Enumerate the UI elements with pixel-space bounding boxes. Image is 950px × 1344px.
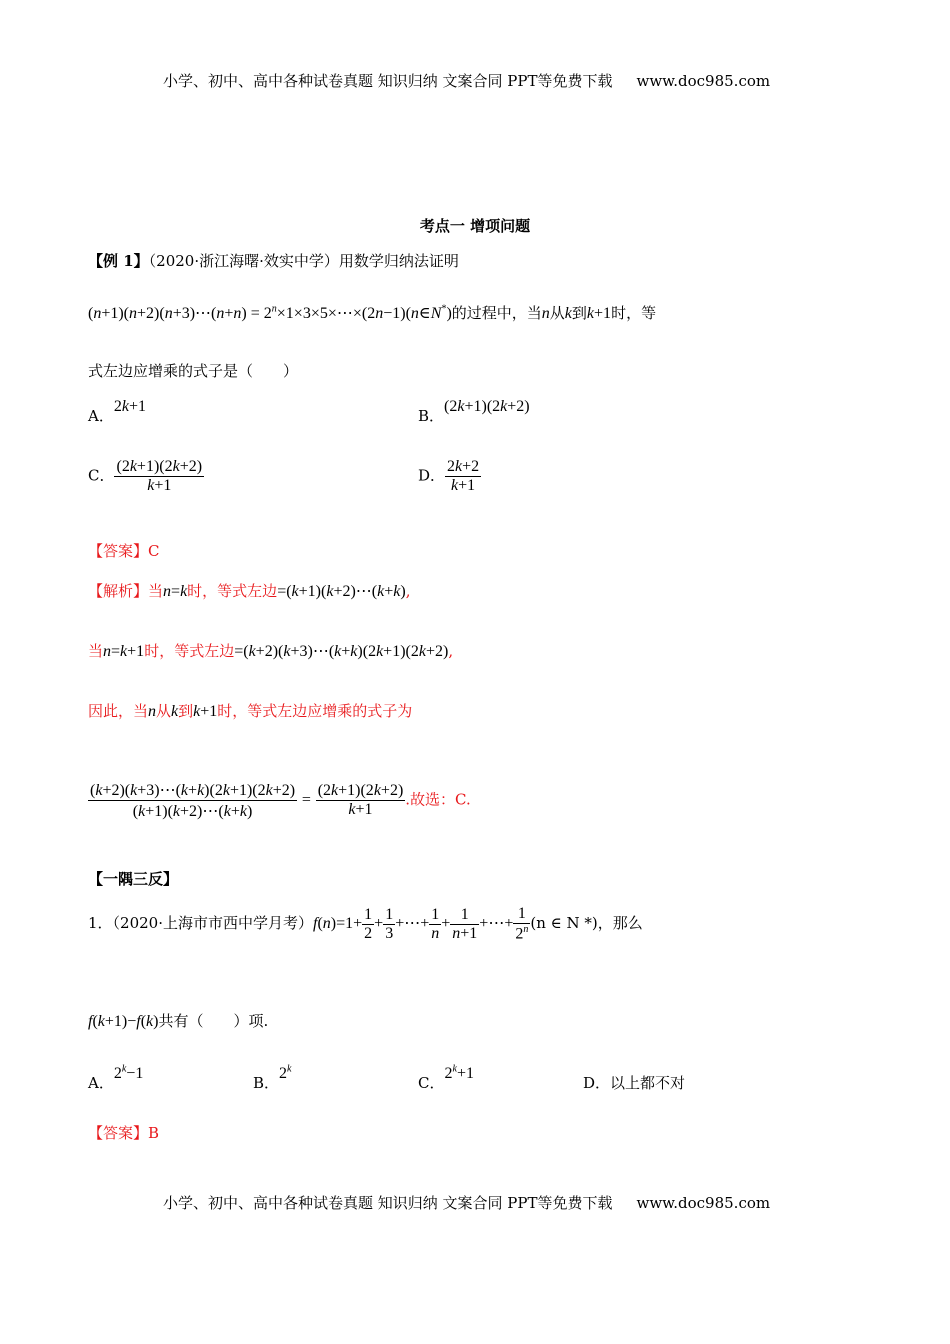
example1-stem-line2: 式左边应增乘的式子是（ ） xyxy=(88,362,299,380)
practice-answer-value: B xyxy=(148,1124,160,1142)
q1-option-b[interactable]: B．2$^k$ xyxy=(253,1063,292,1092)
practice-answer-tag: 【答案】 xyxy=(88,1124,149,1142)
analysis-conclusion: .故选：C. xyxy=(405,790,471,809)
stem-text-1: 的过程中，当 xyxy=(451,304,542,322)
q1-option-a[interactable]: A．$2^k-1$ xyxy=(88,1063,144,1092)
option-d[interactable]: D． $\frac{2k+2}{k+1}$ xyxy=(418,458,480,494)
an2-b: 时，等式左边 xyxy=(144,642,235,660)
practice-q1-line2: f(k+1)−f(k)共有（ ）项. xyxy=(88,1012,269,1030)
analysis-equation: $\frac{(k+2)(k+3)\cdots(k+k)(2k+1)(2k+2)}{(k+1)(k+2)\cdots(k+k)}$ = $\frac{(2k+1)(2k+2)}{k+1}$ .故选：C. xyxy=(90,782,471,820)
example1-equation: (n+1)(n+2)(n+3)⋯(n+n) = $2^n\times 1\times 3\times 5\times\cdots\times(2n-1)(n\in N^*)$ xyxy=(88,303,452,322)
option-a-label: A． xyxy=(88,407,114,425)
option-b[interactable]: B．(2k+1)(2k+2) xyxy=(418,398,530,425)
stem-text-4: 时，等 xyxy=(611,304,657,322)
example1-stem: (n+1)(n+2)(n+3)⋯(n+n) = $2^n\times 1\times 3\times 5\times\cdots\times(2n-1)(n\in N^*)$的过程中，当n从k到k+1时，等 xyxy=(88,303,657,322)
option-a[interactable]: A．2k+1 xyxy=(88,398,146,425)
q1-source: （2020·上海市市西中学月考） xyxy=(112,913,313,932)
analysis-line-1: 【解析】当n=k时，等式左边=(k+1)(k+2)⋯(k+k), xyxy=(88,582,411,600)
section-title: 考点一 增项问题 xyxy=(419,217,531,235)
q1-option-b-label: B． xyxy=(253,1074,280,1092)
an3-b: 从 xyxy=(156,702,172,720)
an3-d: 时，等式左边应增乘的式子为 xyxy=(217,702,413,720)
answer-tag: 【答案】 xyxy=(88,542,149,560)
an3-a: 因此，当 xyxy=(88,702,149,720)
example1-source: （2020·浙江海曙·效实中学）用数学归纳法证明 xyxy=(148,252,459,270)
stem-text-2: 从 xyxy=(549,304,565,322)
q1-option-a-label: A． xyxy=(88,1074,114,1092)
footer-url[interactable]: www.doc985.com xyxy=(636,1194,771,1212)
answer-value: C xyxy=(148,542,160,560)
an3-c: 到 xyxy=(178,702,194,720)
q1-line2-text: 共有（ ）项. xyxy=(158,1012,269,1030)
q1-option-d[interactable]: D．以上都不对 xyxy=(583,1074,686,1092)
practice-heading: 【一隅三反】 xyxy=(88,870,179,888)
practice-answer xyxy=(88,1122,159,1143)
stem-text-3: 到 xyxy=(571,304,587,322)
q1-option-c[interactable]: C．$2^k+1$ xyxy=(418,1063,474,1092)
option-d-label: D． xyxy=(418,466,446,485)
example1-heading xyxy=(88,250,459,271)
practice-q1: 1．（2020·上海市市西中学月考）f(n)=1+ $\frac{1}{2}$ + $\frac{1}{3}$ +⋯+ $\frac{1}{n}$ + $\frac{1}{n+1}$ +⋯+ $\frac{1}{2^n}$ (n ∈ N *)，那么 xyxy=(88,905,643,943)
option-b-label: B． xyxy=(418,407,445,425)
example1-answer xyxy=(88,540,160,561)
example1-tag: 【例 1】 xyxy=(88,252,149,270)
an1-b: 时，等式左边 xyxy=(187,582,278,600)
q1-option-c-label: C． xyxy=(418,1074,445,1092)
an2-a: 当 xyxy=(88,642,104,660)
q1-num: 1． xyxy=(88,913,113,932)
option-c-label: C． xyxy=(88,466,115,485)
footer-text: 小学、初中、高中各种试卷真题 知识归纳 文案合同 PPT等免费下载 xyxy=(163,1194,613,1212)
option-c[interactable]: C． $\frac{(2k+1)(2k+2)}{k+1}$ xyxy=(88,458,203,494)
analysis-tag: 【解析】 xyxy=(88,582,149,600)
header-url[interactable]: www.doc985.com xyxy=(636,72,771,90)
an1-a: 当 xyxy=(148,582,164,600)
header-text: 小学、初中、高中各种试卷真题 知识归纳 文案合同 PPT等免费下载 xyxy=(163,72,613,90)
analysis-line-3: 因此，当n从k到k+1时，等式左边应增乘的式子为 xyxy=(88,702,413,720)
analysis-line-2: 当n=k+1时，等式左边=(k+2)(k+3)⋯(k+k)(2k+1)(2k+2), xyxy=(88,642,454,660)
page-footer xyxy=(163,1192,770,1213)
q1-condition: (n ∈ N *)，那么 xyxy=(530,913,643,932)
page-header xyxy=(163,70,770,91)
